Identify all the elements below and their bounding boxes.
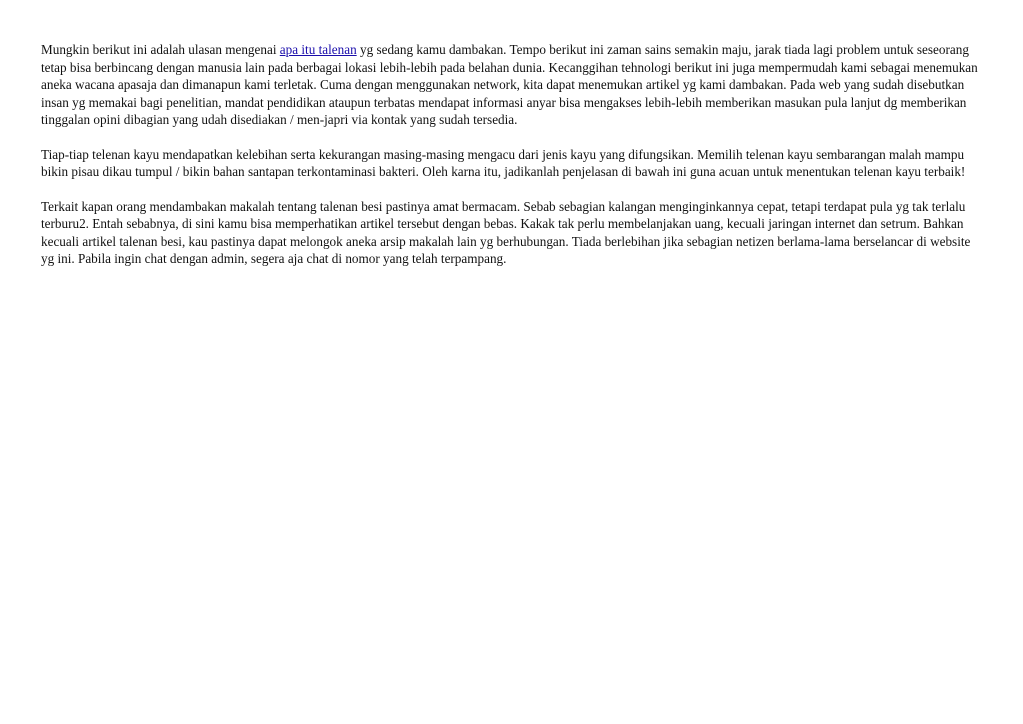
paragraph-telenan-kayu: Tiap-tiap telenan kayu mendapatkan kelebihan serta kekurangan masing-masing mengacu dari jenis kayu yang difungsikan. Memilih telenan kayu sembarangan malah mampu bikin pisau dikau tumpul / bikin bahan santapan terkontaminasi bakteri. Oleh karna itu, jadikanlah penjelasan di bawah ini guna acuan untuk menentukan telenan kayu terbaik! bbox=[41, 146, 966, 179]
document-page bbox=[41, 41, 983, 285]
intro-text-after: yg sedang kamu dambakan. Tempo berikut ini zaman sains semakin maju, jarak tiada lagi problem untuk seseorang tetap bisa berbincang dengan manusia lain pada berbagai lokasi lebih-lebih pada belahan dunia. Kecanggihan tehnologi berikut ini juga mempermudah kami sebagai menemukan aneka wacana apasaja dan dimanapun kami terletak. Cuma dengan menggunakan network, kita dapat menemukan artikel yg kami dambakan. Pada web yang sudah disebutkan insan yg memakai bagi penelitian, mandat pendidikan ataupun terbatas mendapat informasi anyar bisa mengakses lebih-lebih memberikan masukan pula lanjut dg memberikan tinggalan opini dibagian yang udah disediakan / men-japri via kontak yang sudah tersedia. bbox=[41, 42, 978, 127]
talenan-link[interactable]: apa itu talenan bbox=[279, 42, 357, 57]
paragraph-intro bbox=[41, 41, 983, 129]
paragraph-talenan-besi: Terkait kapan orang mendambakan makalah tentang talenan besi pastinya amat bermacam. Sebab sebagian kalangan menginginkannya cepat, tetapi terdapat pula yg tak terlalu terburu2. Entah sebabnya, di sini kamu bisa memperhatikan artikel tersebut dengan bebas. Kakak tak perlu membelanjakan uang, kecuali jaringan internet dan setrum. Bahkan kecuali artikel talenan besi, kau pastinya dapat melongok aneka arsip makalah lain yg berhubungan. Tiada berlebihan jika sebagian netizen berlama-lama berselancar di website yg ini. Pabila ingin chat dengan admin, segera aja chat di nomor yang telah terpampang. bbox=[41, 198, 971, 266]
intro-text-before: Mungkin berikut ini adalah ulasan mengenai bbox=[41, 42, 280, 57]
